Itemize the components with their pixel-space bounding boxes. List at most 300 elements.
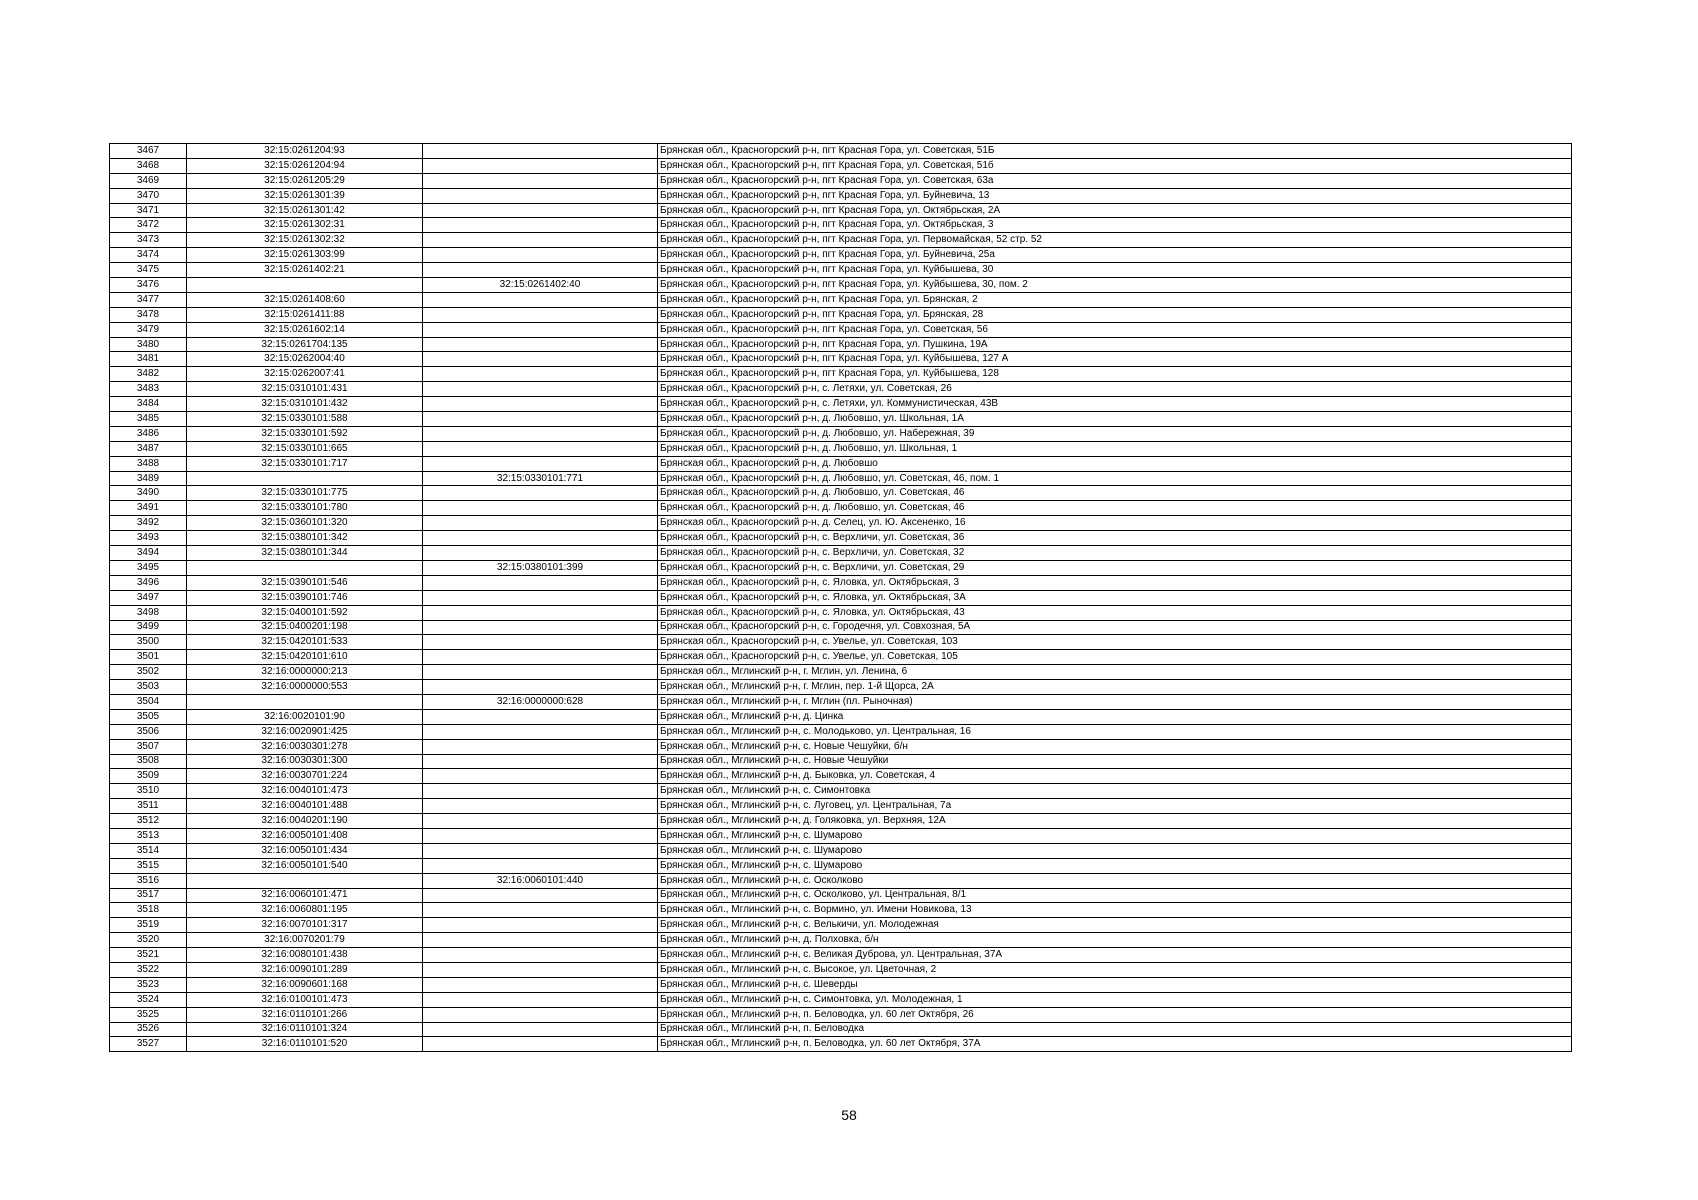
address-cell: Брянская обл., Мглинский р-н, с. Высокое, ул. Цветочная, 2 — [658, 962, 1572, 977]
table-row — [110, 203, 1572, 218]
table-row — [110, 635, 1572, 650]
row-number-cell: 3509 — [110, 769, 187, 784]
cadastral-number-cell: 32:15:0261205:29 — [187, 173, 423, 188]
cadastral-number-premises-cell — [423, 858, 658, 873]
cadastral-number-premises-cell — [423, 590, 658, 605]
table-row — [110, 724, 1572, 739]
cadastral-number-cell: 32:16:0040101:473 — [187, 784, 423, 799]
cadastral-number-cell: 32:16:0090601:168 — [187, 977, 423, 992]
cadastral-number-premises-cell — [423, 828, 658, 843]
address-cell: Брянская обл., Мглинский р-н, д. Цинка — [658, 709, 1572, 724]
address-cell: Брянская обл., Красногорский р-н, с. Яловка, ул. Октябрьская, 3 — [658, 575, 1572, 590]
cadastral-number-premises-cell — [423, 575, 658, 590]
table-row — [110, 873, 1572, 888]
cadastral-number-cell: 32:15:0261411:88 — [187, 307, 423, 322]
table-row — [110, 1022, 1572, 1037]
row-number-cell: 3476 — [110, 278, 187, 293]
address-cell: Брянская обл., Мглинский р-н, с. Молодьково, ул. Центральная, 16 — [658, 724, 1572, 739]
address-cell: Брянская обл., Красногорский р-н, пгт Красная Гора, ул. Советская, 51Б — [658, 144, 1572, 159]
address-cell: Брянская обл., Красногорский р-н, д. Любовшо, ул. Советская, 46, пом. 1 — [658, 471, 1572, 486]
cadastral-objects-table — [109, 143, 1572, 1052]
cadastral-number-premises-cell — [423, 367, 658, 382]
table-row — [110, 501, 1572, 516]
row-number-cell: 3506 — [110, 724, 187, 739]
cadastral-number-premises-cell — [423, 531, 658, 546]
cadastral-number-cell: 32:15:0261301:39 — [187, 188, 423, 203]
cadastral-number-cell: 32:15:0380101:344 — [187, 546, 423, 561]
cadastral-number-premises-cell: 32:15:0380101:399 — [423, 560, 658, 575]
cadastral-number-premises-cell: 32:16:0060101:440 — [423, 873, 658, 888]
cadastral-number-cell: 32:15:0400201:198 — [187, 620, 423, 635]
row-number-cell: 3514 — [110, 843, 187, 858]
table-row — [110, 1007, 1572, 1022]
row-number-cell: 3474 — [110, 248, 187, 263]
address-cell: Брянская обл., Красногорский р-н, с. Городечня, ул. Совхозная, 5А — [658, 620, 1572, 635]
address-cell: Брянская обл., Мглинский р-н, г. Мглин, пер. 1-й Щорса, 2А — [658, 680, 1572, 695]
row-number-cell: 3503 — [110, 680, 187, 695]
row-number-cell: 3478 — [110, 307, 187, 322]
address-cell: Брянская обл., Красногорский р-н, пгт Красная Гора, ул. Куйбышева, 30 — [658, 263, 1572, 278]
table-row — [110, 263, 1572, 278]
cadastral-number-cell — [187, 873, 423, 888]
table-row — [110, 531, 1572, 546]
table-row — [110, 158, 1572, 173]
row-number-cell: 3490 — [110, 486, 187, 501]
cadastral-number-cell: 32:15:0420101:533 — [187, 635, 423, 650]
address-cell: Брянская обл., Красногорский р-н, с. Верхличи, ул. Советская, 29 — [658, 560, 1572, 575]
table-row — [110, 516, 1572, 531]
cadastral-number-cell: 32:15:0310101:431 — [187, 382, 423, 397]
cadastral-number-premises-cell — [423, 1037, 658, 1052]
address-cell: Брянская обл., Мглинский р-н, г. Мглин, ул. Ленина, 6 — [658, 665, 1572, 680]
cadastral-number-cell: 32:16:0050101:408 — [187, 828, 423, 843]
address-cell: Брянская обл., Мглинский р-н, с. Новые Чешуйки, б/н — [658, 739, 1572, 754]
row-number-cell: 3469 — [110, 173, 187, 188]
cadastral-number-premises-cell — [423, 992, 658, 1007]
cadastral-number-cell: 32:15:0330101:780 — [187, 501, 423, 516]
cadastral-number-cell: 32:16:0060101:471 — [187, 888, 423, 903]
row-number-cell: 3507 — [110, 739, 187, 754]
row-number-cell: 3470 — [110, 188, 187, 203]
cadastral-number-premises-cell — [423, 352, 658, 367]
cadastral-number-cell: 32:15:0261402:21 — [187, 263, 423, 278]
cadastral-number-cell: 32:16:0050101:434 — [187, 843, 423, 858]
cadastral-number-premises-cell — [423, 412, 658, 427]
cadastral-number-cell: 32:16:0030701:224 — [187, 769, 423, 784]
table-row — [110, 441, 1572, 456]
cadastral-number-premises-cell — [423, 680, 658, 695]
cadastral-number-cell: 32:16:0020101:90 — [187, 709, 423, 724]
address-cell: Брянская обл., Мглинский р-н, п. Беловодка, ул. 60 лет Октября, 37А — [658, 1037, 1572, 1052]
table-row — [110, 412, 1572, 427]
row-number-cell: 3475 — [110, 263, 187, 278]
address-cell: Брянская обл., Красногорский р-н, с. Яловка, ул. Октябрьская, 43 — [658, 605, 1572, 620]
cadastral-number-cell: 32:15:0400101:592 — [187, 605, 423, 620]
cadastral-number-premises-cell — [423, 739, 658, 754]
cadastral-number-cell: 32:16:0100101:473 — [187, 992, 423, 1007]
cadastral-number-cell: 32:15:0420101:610 — [187, 650, 423, 665]
cadastral-number-premises-cell — [423, 814, 658, 829]
row-number-cell: 3513 — [110, 828, 187, 843]
address-cell: Брянская обл., Мглинский р-н, г. Мглин (пл. Рыночная) — [658, 694, 1572, 709]
cadastral-number-cell: 32:15:0330101:717 — [187, 456, 423, 471]
table-row — [110, 665, 1572, 680]
row-number-cell: 3479 — [110, 322, 187, 337]
cadastral-number-cell — [187, 278, 423, 293]
table-row — [110, 248, 1572, 263]
row-number-cell: 3502 — [110, 665, 187, 680]
address-cell: Брянская обл., Красногорский р-н, д. Селец, ул. Ю. Аксененко, 16 — [658, 516, 1572, 531]
table-row — [110, 173, 1572, 188]
address-cell: Брянская обл., Красногорский р-н, пгт Красная Гора, ул. Брянская, 2 — [658, 292, 1572, 307]
table-row — [110, 933, 1572, 948]
cadastral-number-premises-cell — [423, 203, 658, 218]
cadastral-number-premises-cell: 32:16:0000000:628 — [423, 694, 658, 709]
address-cell: Брянская обл., Красногорский р-н, д. Любовшо, ул. Набережная, 39 — [658, 426, 1572, 441]
address-cell: Брянская обл., Красногорский р-н, пгт Красная Гора, ул. Куйбышева, 127 А — [658, 352, 1572, 367]
address-cell: Брянская обл., Красногорский р-н, пгт Красная Гора, ул. Буйневича, 13 — [658, 188, 1572, 203]
row-number-cell: 3517 — [110, 888, 187, 903]
address-cell: Брянская обл., Красногорский р-н, пгт Красная Гора, ул. Буйневича, 25а — [658, 248, 1572, 263]
address-cell: Брянская обл., Мглинский р-н, с. Шумарово — [658, 858, 1572, 873]
table-row — [110, 307, 1572, 322]
cadastral-number-premises-cell — [423, 784, 658, 799]
table-row — [110, 456, 1572, 471]
cadastral-number-premises-cell — [423, 1007, 658, 1022]
address-cell: Брянская обл., Красногорский р-н, пгт Красная Гора, ул. Советская, 63а — [658, 173, 1572, 188]
cadastral-number-cell: 32:16:0090101:289 — [187, 962, 423, 977]
cadastral-number-premises-cell — [423, 650, 658, 665]
cadastral-number-cell: 32:16:0060801:195 — [187, 903, 423, 918]
row-number-cell: 3504 — [110, 694, 187, 709]
cadastral-number-premises-cell — [423, 307, 658, 322]
cadastral-number-cell: 32:15:0261704:135 — [187, 337, 423, 352]
row-number-cell: 3497 — [110, 590, 187, 605]
cadastral-number-cell: 32:16:0110101:266 — [187, 1007, 423, 1022]
row-number-cell: 3473 — [110, 233, 187, 248]
cadastral-number-premises-cell — [423, 501, 658, 516]
row-number-cell: 3489 — [110, 471, 187, 486]
table-row — [110, 769, 1572, 784]
cadastral-number-premises-cell — [423, 843, 658, 858]
table-row — [110, 962, 1572, 977]
row-number-cell: 3510 — [110, 784, 187, 799]
cadastral-number-premises-cell — [423, 456, 658, 471]
address-cell: Брянская обл., Красногорский р-н, пгт Красная Гора, ул. Пушкина, 19А — [658, 337, 1572, 352]
cadastral-number-premises-cell — [423, 933, 658, 948]
cadastral-number-cell: 32:15:0261602:14 — [187, 322, 423, 337]
cadastral-number-premises-cell — [423, 382, 658, 397]
address-cell: Брянская обл., Красногорский р-н, д. Любовшо, ул. Советская, 46 — [658, 486, 1572, 501]
cadastral-number-cell: 32:15:0380101:342 — [187, 531, 423, 546]
cadastral-number-cell: 32:15:0261302:31 — [187, 218, 423, 233]
table-row — [110, 918, 1572, 933]
cadastral-number-premises-cell: 32:15:0330101:771 — [423, 471, 658, 486]
table-row — [110, 382, 1572, 397]
address-cell: Брянская обл., Красногорский р-н, д. Любовшо, ул. Школьная, 1 — [658, 441, 1572, 456]
address-cell: Брянская обл., Красногорский р-н, д. Любовшо, ул. Школьная, 1А — [658, 412, 1572, 427]
address-cell: Брянская обл., Красногорский р-н, пгт Красная Гора, ул. Советская, 56 — [658, 322, 1572, 337]
table-row — [110, 188, 1572, 203]
table-row — [110, 948, 1572, 963]
cadastral-number-premises-cell — [423, 337, 658, 352]
cadastral-number-premises-cell — [423, 948, 658, 963]
cadastral-number-premises-cell — [423, 754, 658, 769]
table-row — [110, 605, 1572, 620]
row-number-cell: 3521 — [110, 948, 187, 963]
address-cell: Брянская обл., Красногорский р-н, пгт Красная Гора, ул. Брянская, 28 — [658, 307, 1572, 322]
cadastral-number-premises-cell — [423, 426, 658, 441]
address-cell: Брянская обл., Красногорский р-н, с. Верхличи, ул. Советская, 36 — [658, 531, 1572, 546]
row-number-cell: 3467 — [110, 144, 187, 159]
cadastral-number-cell: 32:16:0070201:79 — [187, 933, 423, 948]
table-row — [110, 620, 1572, 635]
cadastral-number-cell: 32:15:0360101:320 — [187, 516, 423, 531]
cadastral-number-premises-cell — [423, 724, 658, 739]
row-number-cell: 3512 — [110, 814, 187, 829]
address-cell: Брянская обл., Красногорский р-н, д. Любовшо, ул. Советская, 46 — [658, 501, 1572, 516]
cadastral-number-cell: 32:16:0040201:190 — [187, 814, 423, 829]
cadastral-number-cell: 32:16:0030301:278 — [187, 739, 423, 754]
cadastral-number-cell: 32:15:0261301:42 — [187, 203, 423, 218]
address-cell: Брянская обл., Красногорский р-н, с. Увелье, ул. Советская, 105 — [658, 650, 1572, 665]
table-row — [110, 680, 1572, 695]
cadastral-number-cell: 32:15:0261303:99 — [187, 248, 423, 263]
cadastral-number-premises-cell — [423, 903, 658, 918]
row-number-cell: 3472 — [110, 218, 187, 233]
address-cell: Брянская обл., Мглинский р-н, д. Полховка, б/н — [658, 933, 1572, 948]
address-cell: Брянская обл., Мглинский р-н, с. Шумарово — [658, 828, 1572, 843]
row-number-cell: 3493 — [110, 531, 187, 546]
row-number-cell: 3500 — [110, 635, 187, 650]
cadastral-number-cell: 32:15:0390101:746 — [187, 590, 423, 605]
row-number-cell: 3518 — [110, 903, 187, 918]
row-number-cell: 3501 — [110, 650, 187, 665]
cadastral-number-premises-cell — [423, 248, 658, 263]
address-cell: Брянская обл., Мглинский р-н, п. Беловодка, ул. 60 лет Октября, 26 — [658, 1007, 1572, 1022]
row-number-cell: 3525 — [110, 1007, 187, 1022]
cadastral-number-premises-cell — [423, 962, 658, 977]
cadastral-number-cell: 32:16:0050101:540 — [187, 858, 423, 873]
address-cell: Брянская обл., Красногорский р-н, с. Летяхи, ул. Коммунистическая, 43В — [658, 397, 1572, 412]
cadastral-number-premises-cell — [423, 546, 658, 561]
table-row — [110, 426, 1572, 441]
cadastral-number-premises-cell — [423, 918, 658, 933]
cadastral-number-premises-cell: 32:15:0261402:40 — [423, 278, 658, 293]
table-row — [110, 888, 1572, 903]
table-row — [110, 590, 1572, 605]
address-cell: Брянская обл., Мглинский р-н, с. Новые Чешуйки — [658, 754, 1572, 769]
address-cell: Брянская обл., Красногорский р-н, пгт Красная Гора, ул. Куйбышева, 30, пом. 2 — [658, 278, 1572, 293]
address-cell: Брянская обл., Красногорский р-н, пгт Красная Гора, ул. Советская, 51б — [658, 158, 1572, 173]
row-number-cell: 3496 — [110, 575, 187, 590]
table-row — [110, 397, 1572, 412]
cadastral-number-premises-cell — [423, 292, 658, 307]
address-cell: Брянская обл., Красногорский р-н, пгт Красная Гора, ул. Куйбышева, 128 — [658, 367, 1572, 382]
address-cell: Брянская обл., Мглинский р-н, с. Шеверды — [658, 977, 1572, 992]
address-cell: Брянская обл., Красногорский р-н, д. Любовшо — [658, 456, 1572, 471]
cadastral-number-premises-cell — [423, 441, 658, 456]
address-cell: Брянская обл., Мглинский р-н, с. Осколково — [658, 873, 1572, 888]
table-row — [110, 828, 1572, 843]
cadastral-number-cell: 32:16:0080101:438 — [187, 948, 423, 963]
row-number-cell: 3481 — [110, 352, 187, 367]
table-row — [110, 546, 1572, 561]
row-number-cell: 3488 — [110, 456, 187, 471]
address-cell: Брянская обл., Мглинский р-н, с. Симонтовка, ул. Молодежная, 1 — [658, 992, 1572, 1007]
cadastral-number-cell: 32:16:0110101:520 — [187, 1037, 423, 1052]
address-cell: Брянская обл., Мглинский р-н, с. Великая Дуброва, ул. Центральная, 37А — [658, 948, 1572, 963]
cadastral-number-premises-cell — [423, 158, 658, 173]
cadastral-number-premises-cell — [423, 799, 658, 814]
cadastral-number-cell: 32:15:0390101:546 — [187, 575, 423, 590]
row-number-cell: 3516 — [110, 873, 187, 888]
table-row — [110, 694, 1572, 709]
cadastral-number-cell: 32:15:0330101:588 — [187, 412, 423, 427]
cadastral-number-premises-cell — [423, 888, 658, 903]
cadastral-number-cell: 32:15:0330101:775 — [187, 486, 423, 501]
table-row — [110, 709, 1572, 724]
cadastral-number-cell: 32:15:0261302:32 — [187, 233, 423, 248]
cadastral-number-premises-cell — [423, 322, 658, 337]
cadastral-number-cell: 32:15:0262007:41 — [187, 367, 423, 382]
table-row — [110, 337, 1572, 352]
row-number-cell: 3494 — [110, 546, 187, 561]
row-number-cell: 3499 — [110, 620, 187, 635]
row-number-cell: 3487 — [110, 441, 187, 456]
cadastral-number-cell: 32:15:0261204:94 — [187, 158, 423, 173]
table-row — [110, 799, 1572, 814]
row-number-cell: 3480 — [110, 337, 187, 352]
table-row — [110, 322, 1572, 337]
row-number-cell: 3508 — [110, 754, 187, 769]
address-cell: Брянская обл., Красногорский р-н, с. Увелье, ул. Советская, 103 — [658, 635, 1572, 650]
table-row — [110, 784, 1572, 799]
row-number-cell: 3511 — [110, 799, 187, 814]
cadastral-number-premises-cell — [423, 977, 658, 992]
table-row — [110, 754, 1572, 769]
row-number-cell: 3468 — [110, 158, 187, 173]
cadastral-number-cell: 32:16:0000000:553 — [187, 680, 423, 695]
row-number-cell: 3485 — [110, 412, 187, 427]
table-row — [110, 858, 1572, 873]
cadastral-number-cell: 32:16:0020901:425 — [187, 724, 423, 739]
row-number-cell: 3482 — [110, 367, 187, 382]
row-number-cell: 3523 — [110, 977, 187, 992]
page-number: 58 — [841, 1107, 857, 1123]
cadastral-number-premises-cell — [423, 397, 658, 412]
table-row — [110, 560, 1572, 575]
cadastral-number-premises-cell — [423, 605, 658, 620]
row-number-cell: 3498 — [110, 605, 187, 620]
address-cell: Брянская обл., Красногорский р-н, с. Яловка, ул. Октябрьская, 3А — [658, 590, 1572, 605]
table-row — [110, 650, 1572, 665]
cadastral-number-premises-cell — [423, 635, 658, 650]
row-number-cell: 3471 — [110, 203, 187, 218]
table-row — [110, 486, 1572, 501]
cadastral-number-premises-cell — [423, 620, 658, 635]
cadastral-number-cell: 32:16:0000000:213 — [187, 665, 423, 680]
row-number-cell: 3483 — [110, 382, 187, 397]
address-cell: Брянская обл., Мглинский р-н, с. Осколково, ул. Центральная, 8/1 — [658, 888, 1572, 903]
table-body — [110, 144, 1572, 1052]
cadastral-number-cell: 32:16:0040101:488 — [187, 799, 423, 814]
cadastral-number-premises-cell — [423, 144, 658, 159]
cadastral-number-premises-cell — [423, 769, 658, 784]
cadastral-number-premises-cell — [423, 486, 658, 501]
address-cell: Брянская обл., Мглинский р-н, д. Быковка, ул. Советская, 4 — [658, 769, 1572, 784]
table-row — [110, 843, 1572, 858]
cadastral-number-premises-cell — [423, 218, 658, 233]
row-number-cell: 3491 — [110, 501, 187, 516]
cadastral-number-cell — [187, 560, 423, 575]
address-cell: Брянская обл., Красногорский р-н, пгт Красная Гора, ул. Первомайская, 52 стр. 52 — [658, 233, 1572, 248]
row-number-cell: 3524 — [110, 992, 187, 1007]
address-cell: Брянская обл., Мглинский р-н, д. Голяковка, ул. Верхняя, 12А — [658, 814, 1572, 829]
table-row — [110, 367, 1572, 382]
cadastral-number-premises-cell — [423, 188, 658, 203]
cadastral-number-premises-cell — [423, 173, 658, 188]
cadastral-number-cell — [187, 694, 423, 709]
row-number-cell: 3495 — [110, 560, 187, 575]
row-number-cell: 3522 — [110, 962, 187, 977]
address-cell: Брянская обл., Мглинский р-н, с. Симонтовка — [658, 784, 1572, 799]
row-number-cell: 3519 — [110, 918, 187, 933]
table-row — [110, 233, 1572, 248]
cadastral-number-premises-cell — [423, 665, 658, 680]
row-number-cell: 3492 — [110, 516, 187, 531]
table-row — [110, 903, 1572, 918]
cadastral-number-cell: 32:16:0070101:317 — [187, 918, 423, 933]
address-cell: Брянская обл., Красногорский р-н, пгт Красная Гора, ул. Октябрьская, 2А — [658, 203, 1572, 218]
cadastral-number-cell: 32:15:0261204:93 — [187, 144, 423, 159]
address-cell: Брянская обл., Мглинский р-н, с. Вормино, ул. Имени Новикова, 13 — [658, 903, 1572, 918]
row-number-cell: 3505 — [110, 709, 187, 724]
cadastral-number-premises-cell — [423, 709, 658, 724]
row-number-cell: 3520 — [110, 933, 187, 948]
address-cell: Брянская обл., Красногорский р-н, пгт Красная Гора, ул. Октябрьская, 3 — [658, 218, 1572, 233]
table-row — [110, 144, 1572, 159]
cadastral-number-cell: 32:15:0330101:665 — [187, 441, 423, 456]
table-row — [110, 352, 1572, 367]
address-cell: Брянская обл., Красногорский р-н, с. Летяхи, ул. Советская, 26 — [658, 382, 1572, 397]
table-row — [110, 977, 1572, 992]
row-number-cell: 3477 — [110, 292, 187, 307]
table-row — [110, 218, 1572, 233]
table-row — [110, 292, 1572, 307]
table-row — [110, 278, 1572, 293]
cadastral-number-cell: 32:15:0330101:592 — [187, 426, 423, 441]
cadastral-number-cell — [187, 471, 423, 486]
cadastral-number-cell: 32:16:0110101:324 — [187, 1022, 423, 1037]
table-row — [110, 992, 1572, 1007]
cadastral-number-premises-cell — [423, 233, 658, 248]
row-number-cell: 3486 — [110, 426, 187, 441]
row-number-cell: 3526 — [110, 1022, 187, 1037]
table-row — [110, 575, 1572, 590]
row-number-cell: 3527 — [110, 1037, 187, 1052]
address-cell: Брянская обл., Мглинский р-н, с. Шумарово — [658, 843, 1572, 858]
cadastral-number-premises-cell — [423, 263, 658, 278]
cadastral-number-cell: 32:16:0030301:300 — [187, 754, 423, 769]
row-number-cell: 3484 — [110, 397, 187, 412]
address-cell: Брянская обл., Мглинский р-н, с. Велькичи, ул. Молодежная — [658, 918, 1572, 933]
address-cell: Брянская обл., Мглинский р-н, с. Луговец, ул. Центральная, 7а — [658, 799, 1572, 814]
cadastral-number-cell: 32:15:0262004:40 — [187, 352, 423, 367]
address-cell: Брянская обл., Красногорский р-н, с. Верхличи, ул. Советская, 32 — [658, 546, 1572, 561]
table-row — [110, 471, 1572, 486]
table-row — [110, 739, 1572, 754]
